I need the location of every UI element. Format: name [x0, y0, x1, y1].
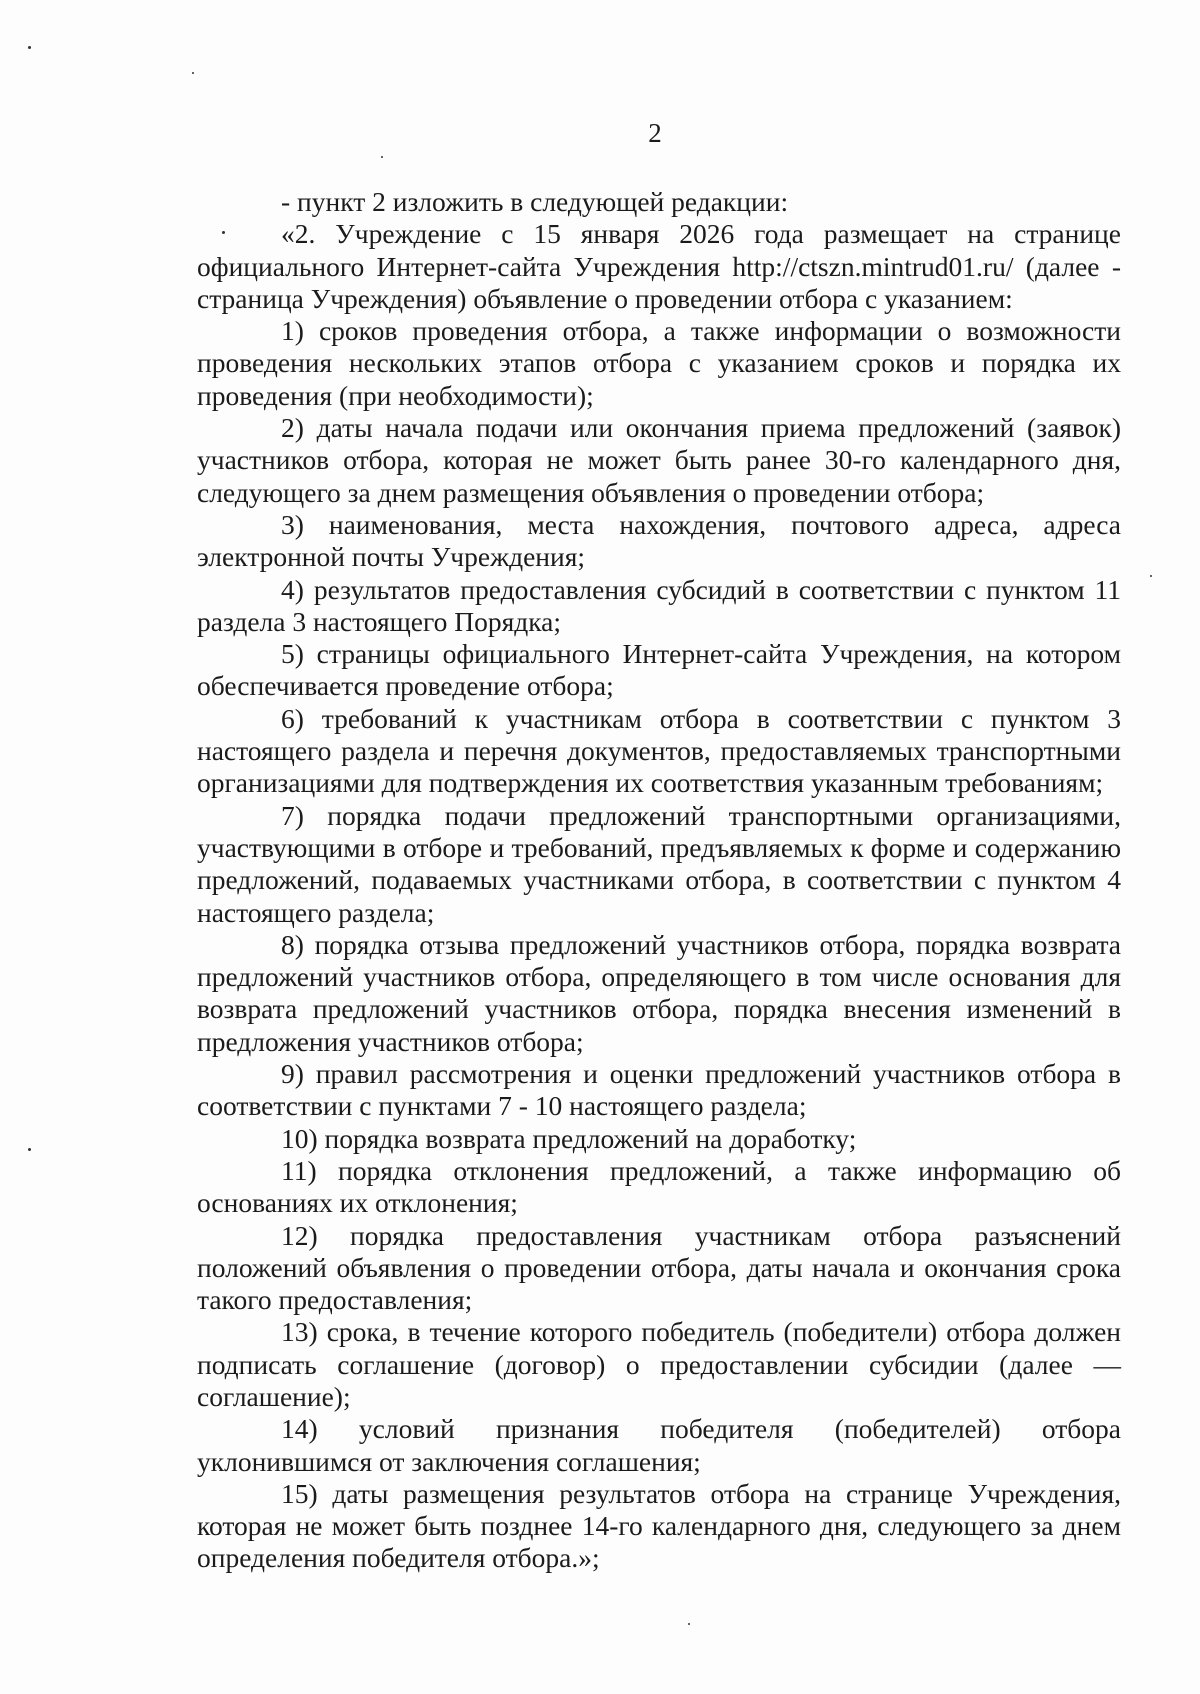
list-item-8: 8) порядка отзыва предложений участников отбора, порядка возврата предложений участников отбора, определяющего в том числе основания для возврата предложений участников отбора, порядка внесения изменений в предложения участников отбора;: [197, 928, 1121, 1057]
scan-speck: [192, 72, 194, 74]
list-item-11: 11) порядка отклонения предложений, а также информацию об основаниях их отклонения;: [197, 1154, 1121, 1219]
paragraph-item-2: «2. Учреждение с 15 января 2026 года размещает на странице официального Интернет-сайта Учреждения http://ctszn.mintrud01.ru/ (далее - страница Учреждения) объявление о проведении отбора с указанием:: [197, 218, 1121, 314]
list-item-13: 13) срока, в течение которого победитель (победители) отбора должен подписать соглашение (договор) о предоставлении субсидии (далее — соглашение);: [197, 1316, 1121, 1412]
list-item-5: 5) страницы официального Интернет-сайта Учреждения, на котором обеспечивается проведение отбора;: [197, 638, 1121, 702]
paragraph-intro: - пункт 2 изложить в следующей редакции:: [281, 186, 789, 217]
scan-speck: [381, 156, 383, 158]
list-item-7: 7) порядка подачи предложений транспортными организациями, участвующими в отборе и требований, предъявляемых к форме и содержанию предложений, подаваемых участниками отбора, в соответствии с пунктом 4 настоящего раздела;: [197, 799, 1121, 928]
scan-speck: [1150, 575, 1152, 577]
page-number: 2: [648, 118, 662, 148]
document-body: [197, 186, 1121, 1575]
list-item-15: 15) даты размещения результатов отбора на странице Учреждения, которая не может быть позднее 14-го календарного дня, следующего за днем определения победителя отбора.»;: [197, 1477, 1121, 1574]
list-item-9: 9) правил рассмотрения и оценки предложений участников отбора в соответствии с пунктами 7 - 10 настоящего раздела;: [197, 1058, 1121, 1122]
list-item-3: 3) наименования, места нахождения, почтового адреса, адреса электронной почты Учреждения;: [197, 508, 1121, 573]
list-item-12: 12) порядка предоставления участникам отбора разъяснений положений объявления о проведении отбора, даты начала и окончания срока такого предоставления;: [197, 1219, 1121, 1316]
list-item-14: 14) условий признания победителя (победителей) отбора уклонившимся от заключения соглашения;: [197, 1413, 1121, 1477]
list-item-6: 6) требований к участникам отбора в соответствии с пунктом 3 настоящего раздела и перечня документов, предоставляемых транспортными организациями для подтверждения их соответствия указанным требованиям;: [197, 702, 1121, 799]
list-item-10: 10) порядка возврата предложений на доработку;: [281, 1122, 857, 1154]
scan-speck: [688, 1623, 690, 1625]
scan-speck: [28, 46, 31, 49]
list-item-4: 4) результатов предоставления субсидий в соответствии с пунктом 11 раздела 3 настоящего Порядка;: [197, 573, 1121, 637]
scan-speck: [222, 231, 225, 234]
list-item-2: 2) даты начала подачи или окончания приема предложений (заявок) участников отбора, которая не может быть ранее 30-го календарного дня, следующего за днем размещения объявления о проведении отбора;: [197, 412, 1121, 508]
scan-speck: [28, 1148, 31, 1151]
list-item-1: 1) сроков проведения отбора, а также информации о возможности проведения нескольких этапов отбора с указанием сроков и порядка их проведения (при необходимости);: [197, 315, 1121, 411]
